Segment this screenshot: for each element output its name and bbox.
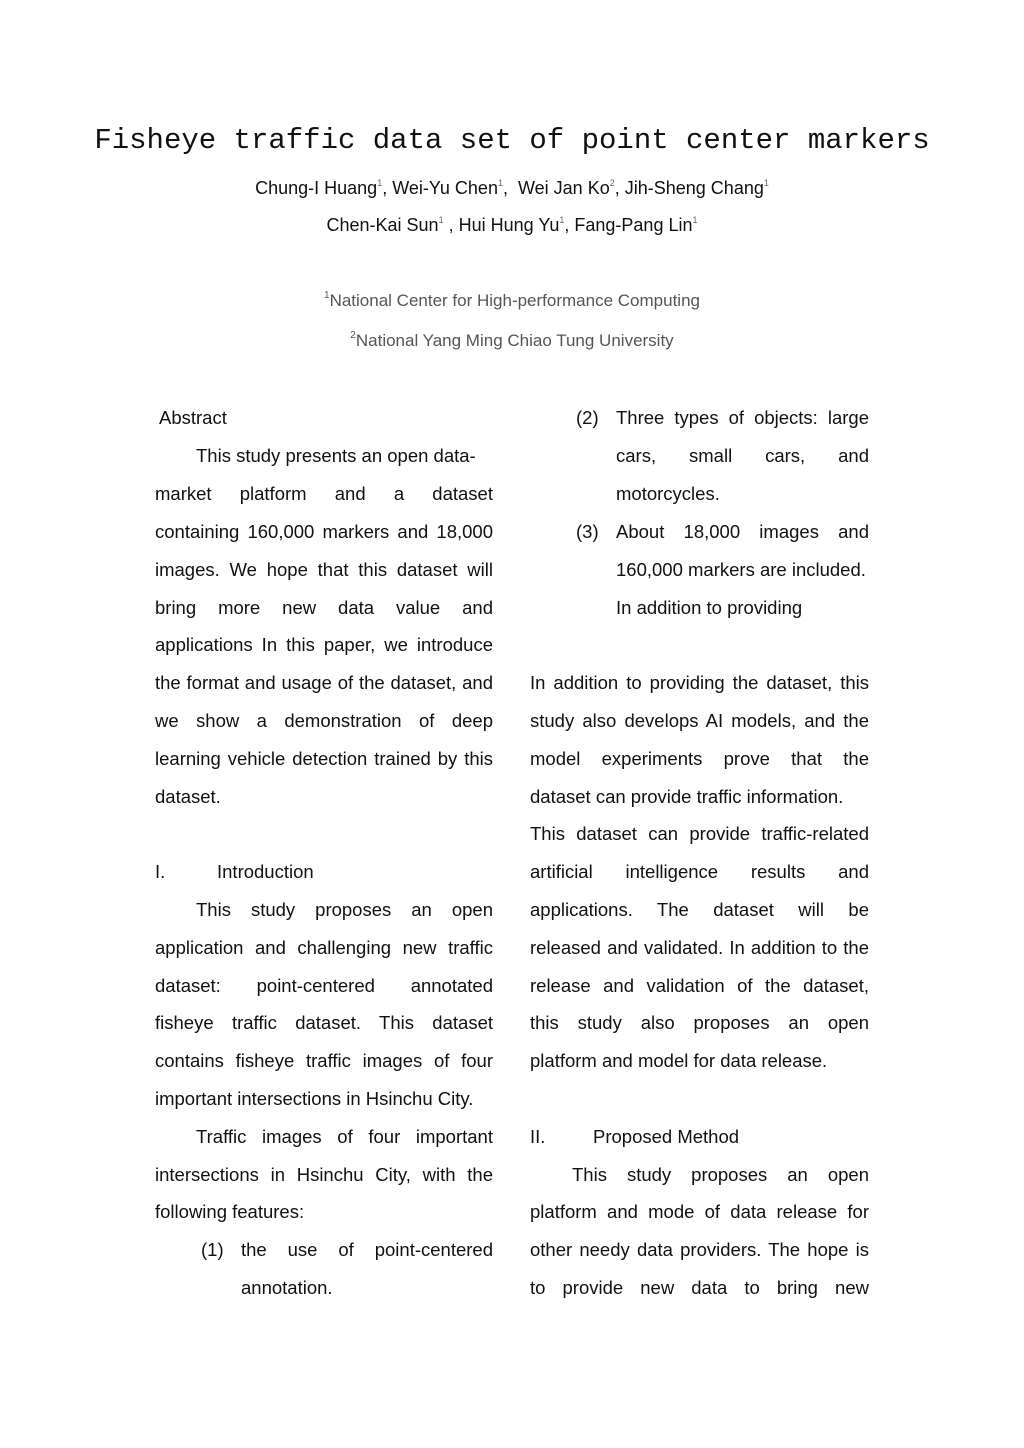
body-line: dataset can provide traffic information.	[530, 786, 844, 807]
author-name: Jih-Sheng Chang	[624, 178, 764, 198]
affiliation-1	[0, 290, 1024, 311]
list-item-line: cars, small cars, and	[616, 445, 869, 466]
abstract-line: images. We hope that this dataset will	[155, 559, 493, 580]
intro-line: application and challenging new traffic	[155, 937, 493, 958]
body-line: In addition to providing the dataset, this	[530, 672, 869, 693]
body-line: platform and model for data release.	[530, 1050, 828, 1071]
author-line-2: Chen-Kai Sun$^1$ , Hui Hung Yu$^1$, Fang-Pang Lin$^1$	[326, 215, 698, 235]
list-item-line: 160,000 markers are included.	[616, 559, 866, 580]
abstract-line: applications In this paper, we introduce	[155, 634, 493, 655]
body-line: This dataset can provide traffic-related	[530, 823, 869, 844]
abstract-line: market platform and a dataset	[155, 483, 493, 504]
author-name: Wei Jan Ko	[518, 178, 610, 198]
author-affiliation-mark: 1	[497, 178, 503, 188]
abstract-line: we show a demonstration of deep	[155, 710, 493, 731]
affiliation-mark: 2	[350, 330, 356, 341]
abstract-line: bring more new data value and	[155, 597, 493, 618]
intro-line: Traffic images of four important	[196, 1126, 493, 1147]
abstract-heading: Abstract	[159, 407, 227, 428]
author-name: Fang-Pang Lin	[574, 215, 693, 235]
paper-title: Fisheye traffic data set of point center markers	[94, 124, 930, 157]
list-number: (3)	[576, 521, 599, 542]
author-affiliation-mark: 2	[609, 178, 615, 188]
abstract-line: the format and usage of the dataset, and	[155, 672, 493, 693]
body-line: release and validation of the dataset,	[530, 975, 869, 996]
body-line: study also develops AI models, and the	[530, 710, 869, 731]
list-item-line: motorcycles.	[616, 483, 720, 504]
body-line: this study also proposes an open	[530, 1012, 869, 1033]
list-item-line: Three types of objects: large	[616, 407, 869, 428]
list-item-line: About 18,000 images and	[616, 521, 869, 542]
intro-line: contains fisheye traffic images of four	[155, 1050, 493, 1071]
abstract-line: This study presents an open data-	[196, 445, 476, 466]
section-number: II.	[530, 1126, 546, 1147]
author-name: Wei-Yu Chen	[392, 178, 498, 198]
author-name: Chen-Kai Sun	[326, 215, 439, 235]
intro-line: This study proposes an open	[196, 899, 493, 920]
method-line: platform and mode of data release for	[530, 1201, 869, 1222]
intro-line: fisheye traffic dataset. This dataset	[155, 1012, 493, 1033]
affiliation-name: National Center for High-performance Computing	[329, 291, 700, 310]
intro-line: important intersections in Hsinchu City.	[155, 1088, 474, 1109]
abstract-line: dataset.	[155, 786, 221, 807]
affiliation-name: National Yang Ming Chiao Tung University	[355, 331, 674, 350]
list-item-line: annotation.	[241, 1277, 333, 1298]
method-line: This study proposes an open	[572, 1164, 869, 1185]
author-affiliation-mark: 1	[377, 178, 383, 188]
intro-line: intersections in Hsinchu City, with the	[155, 1164, 493, 1185]
author-affiliation-mark: 1	[438, 215, 444, 225]
body-line: applications. The dataset will be	[530, 899, 869, 920]
method-line: other needy data providers. The hope is	[530, 1239, 869, 1260]
body-line: released and validated. In addition to the	[530, 937, 869, 958]
list-number: (1)	[201, 1239, 224, 1260]
intro-line: dataset: point-centered annotated	[155, 975, 493, 996]
author-line-1: Chung-I Huang$^1$, Wei-Yu Chen$^1$, Wei Jan Ko$^2$, Jih-Sheng Chang$^1$	[255, 178, 769, 198]
section-heading: Proposed Method	[593, 1126, 740, 1147]
body-line: model experiments prove that the	[530, 748, 869, 769]
author-affiliation-mark: 1	[692, 215, 698, 225]
section-heading: Introduction	[217, 861, 314, 882]
author-affiliation-mark: 1	[763, 178, 769, 188]
affiliation-2	[0, 330, 1024, 351]
list-item-line: In addition to providing	[616, 597, 803, 618]
section-number: I.	[155, 861, 166, 882]
list-item-line: the use of point-centered	[241, 1239, 493, 1260]
author-name: Chung-I Huang	[255, 178, 378, 198]
author-name: Hui Hung Yu	[458, 215, 560, 235]
abstract-line: learning vehicle detection trained by this	[155, 748, 493, 769]
list-number: (2)	[576, 407, 599, 428]
abstract-line: containing 160,000 markers and 18,000	[155, 521, 493, 542]
body-line: artificial intelligence results and	[530, 861, 869, 882]
method-line: to provide new data to bring new	[530, 1277, 869, 1298]
intro-line: following features:	[155, 1201, 305, 1222]
author-affiliation-mark: 1	[559, 215, 565, 225]
affiliation-mark: 1	[324, 290, 330, 301]
